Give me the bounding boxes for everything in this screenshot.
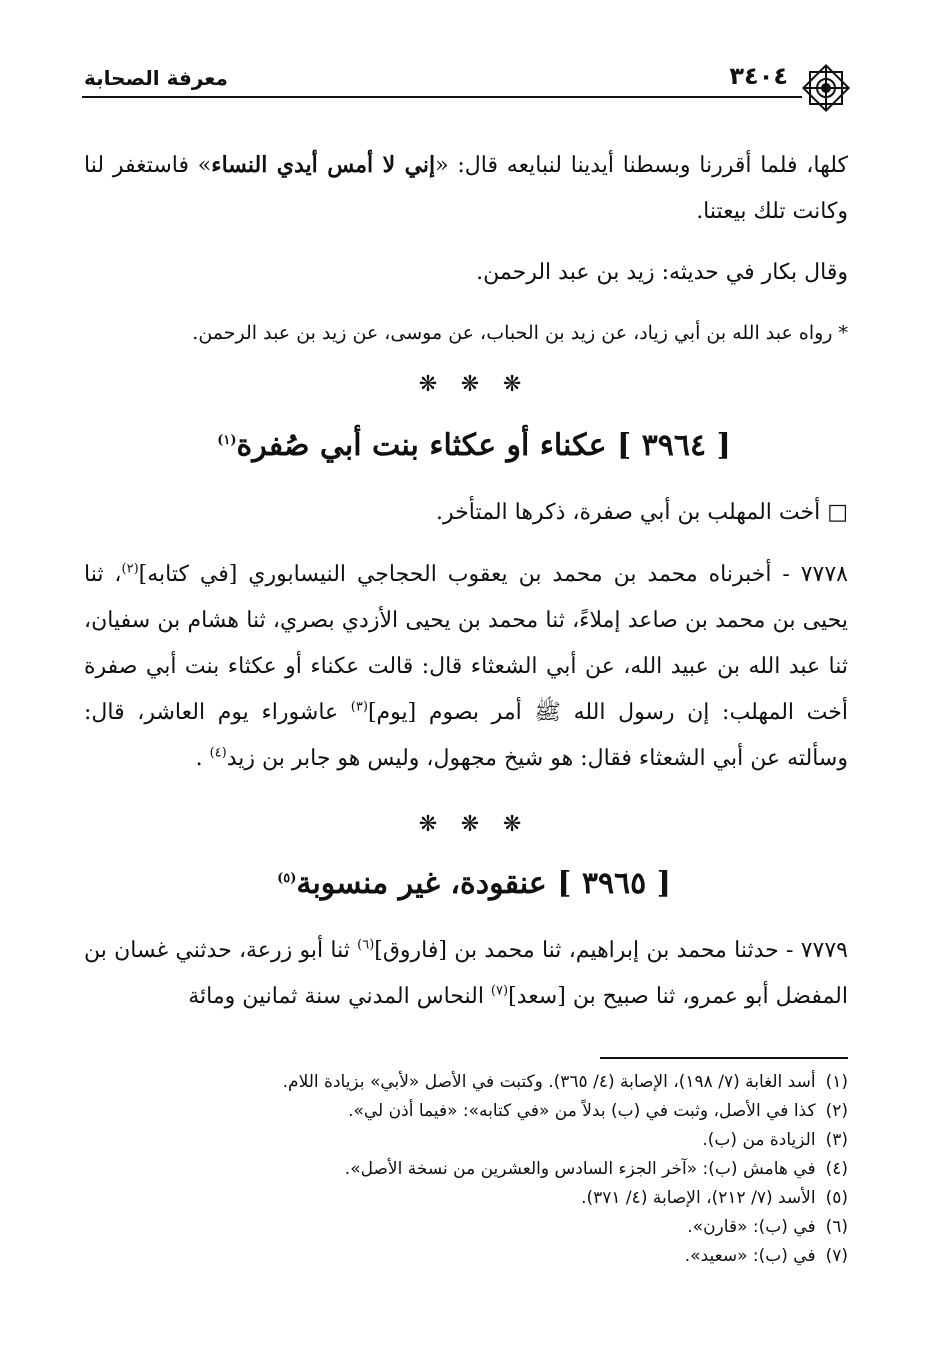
continuation-paragraph: [84, 142, 848, 235]
hadith-paragraph: [84, 928, 848, 1020]
footnote-number: (١): [825, 1072, 848, 1092]
footnote-marker: (٦): [357, 937, 375, 953]
eight-point-star-ornament-icon: [800, 62, 852, 114]
footnote: [84, 1155, 848, 1184]
paragraph-text: كلها، فلما أقررنا وبسطنا أيدينا لنبايعه قال: «: [435, 153, 848, 178]
entry-title-text: [ ٣٩٦٤ ] عكناء أو عكثاء بنت أبي صُفرة: [236, 428, 731, 463]
footnote-marker: (٣): [350, 699, 368, 715]
footnote: [84, 1242, 848, 1271]
footnote-marker: (٤): [209, 745, 227, 761]
entry-intro: □ أخت المهلب بن أبي صفرة، ذكرها المتأخر.: [436, 500, 848, 525]
hadith-text: ثنا أبو زرعة، حدثني غسان بن المفضل أبو عمرو، ثنا صبيح بن [سعد]: [84, 938, 848, 1009]
section-separator: ❋ ❋ ❋: [418, 812, 530, 837]
footnote-marker: (٢): [121, 561, 139, 577]
hadith-text: ٧٧٧٨ - أخبرناه محمد بن محمد بن يعقوب الحجاجي النيسابوري [في كتابه]: [138, 562, 848, 587]
footnote-marker: (٥): [277, 871, 297, 886]
footnote-number: (٢): [825, 1101, 848, 1121]
footnote-text: الزيادة من (ب).: [702, 1130, 816, 1150]
header-rule: [82, 96, 802, 98]
footnote: [84, 1184, 848, 1213]
running-title: معرفة الصحابة: [84, 66, 228, 90]
footnote-number: (٥): [825, 1188, 848, 1208]
footnote-text: كذا في الأصل، وثبت في (ب) بدلاً من «في كتابه»: «فيما أذن لي».: [348, 1101, 816, 1121]
hadith-text: ٧٧٧٩ - حدثنا محمد بن إبراهيم، ثنا محمد بن [فاروق]: [374, 938, 848, 963]
footnote-text: أسد الغابة (٧/ ١٩٨)، الإصابة (٤/ ٣٦٥). وكتبت في الأصل «لأبي» بزيادة اللام.: [282, 1072, 816, 1092]
footnote-text: في (ب): «قارن».: [687, 1217, 816, 1237]
footnote: [84, 1213, 848, 1242]
footnote-marker: (١): [217, 433, 237, 448]
hadith-paragraph: [84, 552, 848, 782]
note-paragraph: وقال بكار في حديثه: زيد بن عبد الرحمن.: [476, 260, 848, 285]
narration-note: * رواه عبد الله بن أبي زياد، عن زيد بن الحباب، عن موسى، عن زيد بن عبد الرحمن.: [192, 322, 848, 344]
entry-title: [0, 428, 948, 463]
quoted-hadith-text: إني لا أمس أيدي النساء: [211, 152, 436, 178]
footnote: [84, 1097, 848, 1126]
hadith-text: .: [195, 746, 210, 771]
paragraph-text: » فاستغفر لنا وكانت تلك بيعتنا.: [84, 153, 848, 224]
footnote-number: (٣): [825, 1130, 848, 1150]
footnote-text: في هامش (ب): «آخر الجزء السادس والعشرين من نسخة الأصل».: [344, 1159, 816, 1179]
hadith-text: عاشوراء يوم العاشر، قال: وسألته عن أبي الشعثاء فقال: هو شيخ مجهول، وليس هو جابر بن زيد: [84, 700, 848, 771]
hadith-text: النحاس المدني سنة ثمانين ومائة: [188, 984, 491, 1009]
footnote-number: (٦): [825, 1217, 848, 1237]
footnote-marker: (٧): [490, 983, 509, 999]
footnote-number: (٤): [825, 1159, 848, 1179]
footnote: [84, 1126, 848, 1155]
footnotes-list: [84, 1068, 848, 1271]
footnote: [84, 1068, 848, 1097]
entry-title-text: [ ٣٩٦٥ ] عنقودة، غير منسوبة: [296, 866, 671, 901]
footnote-number: (٧): [825, 1246, 848, 1266]
entry-title: [0, 866, 948, 901]
footnote-text: في (ب): «سعيد».: [684, 1246, 816, 1266]
hadith-text: ، ثنا يحيى بن محمد بن صاعد إملاءً، ثنا محمد بن يحيى الأزدي بصري، ثنا هشام بن سفيان، ثنا عبد الله بن عبيد الله، عن أبي الشعثاء قال: قالت عكناء أو عكثاء بنت أبي صفرة أخت المهلب: إن رسول الله ﷺ أمر بصوم [يوم]: [84, 562, 848, 725]
footnote-rule: [600, 1057, 848, 1059]
section-separator: ❋ ❋ ❋: [418, 372, 530, 397]
page-number: ٣٤٠٤: [729, 62, 788, 90]
footnote-text: الأسد (٧/ ٢١٢)، الإصابة (٤/ ٣٧١).: [581, 1188, 816, 1208]
